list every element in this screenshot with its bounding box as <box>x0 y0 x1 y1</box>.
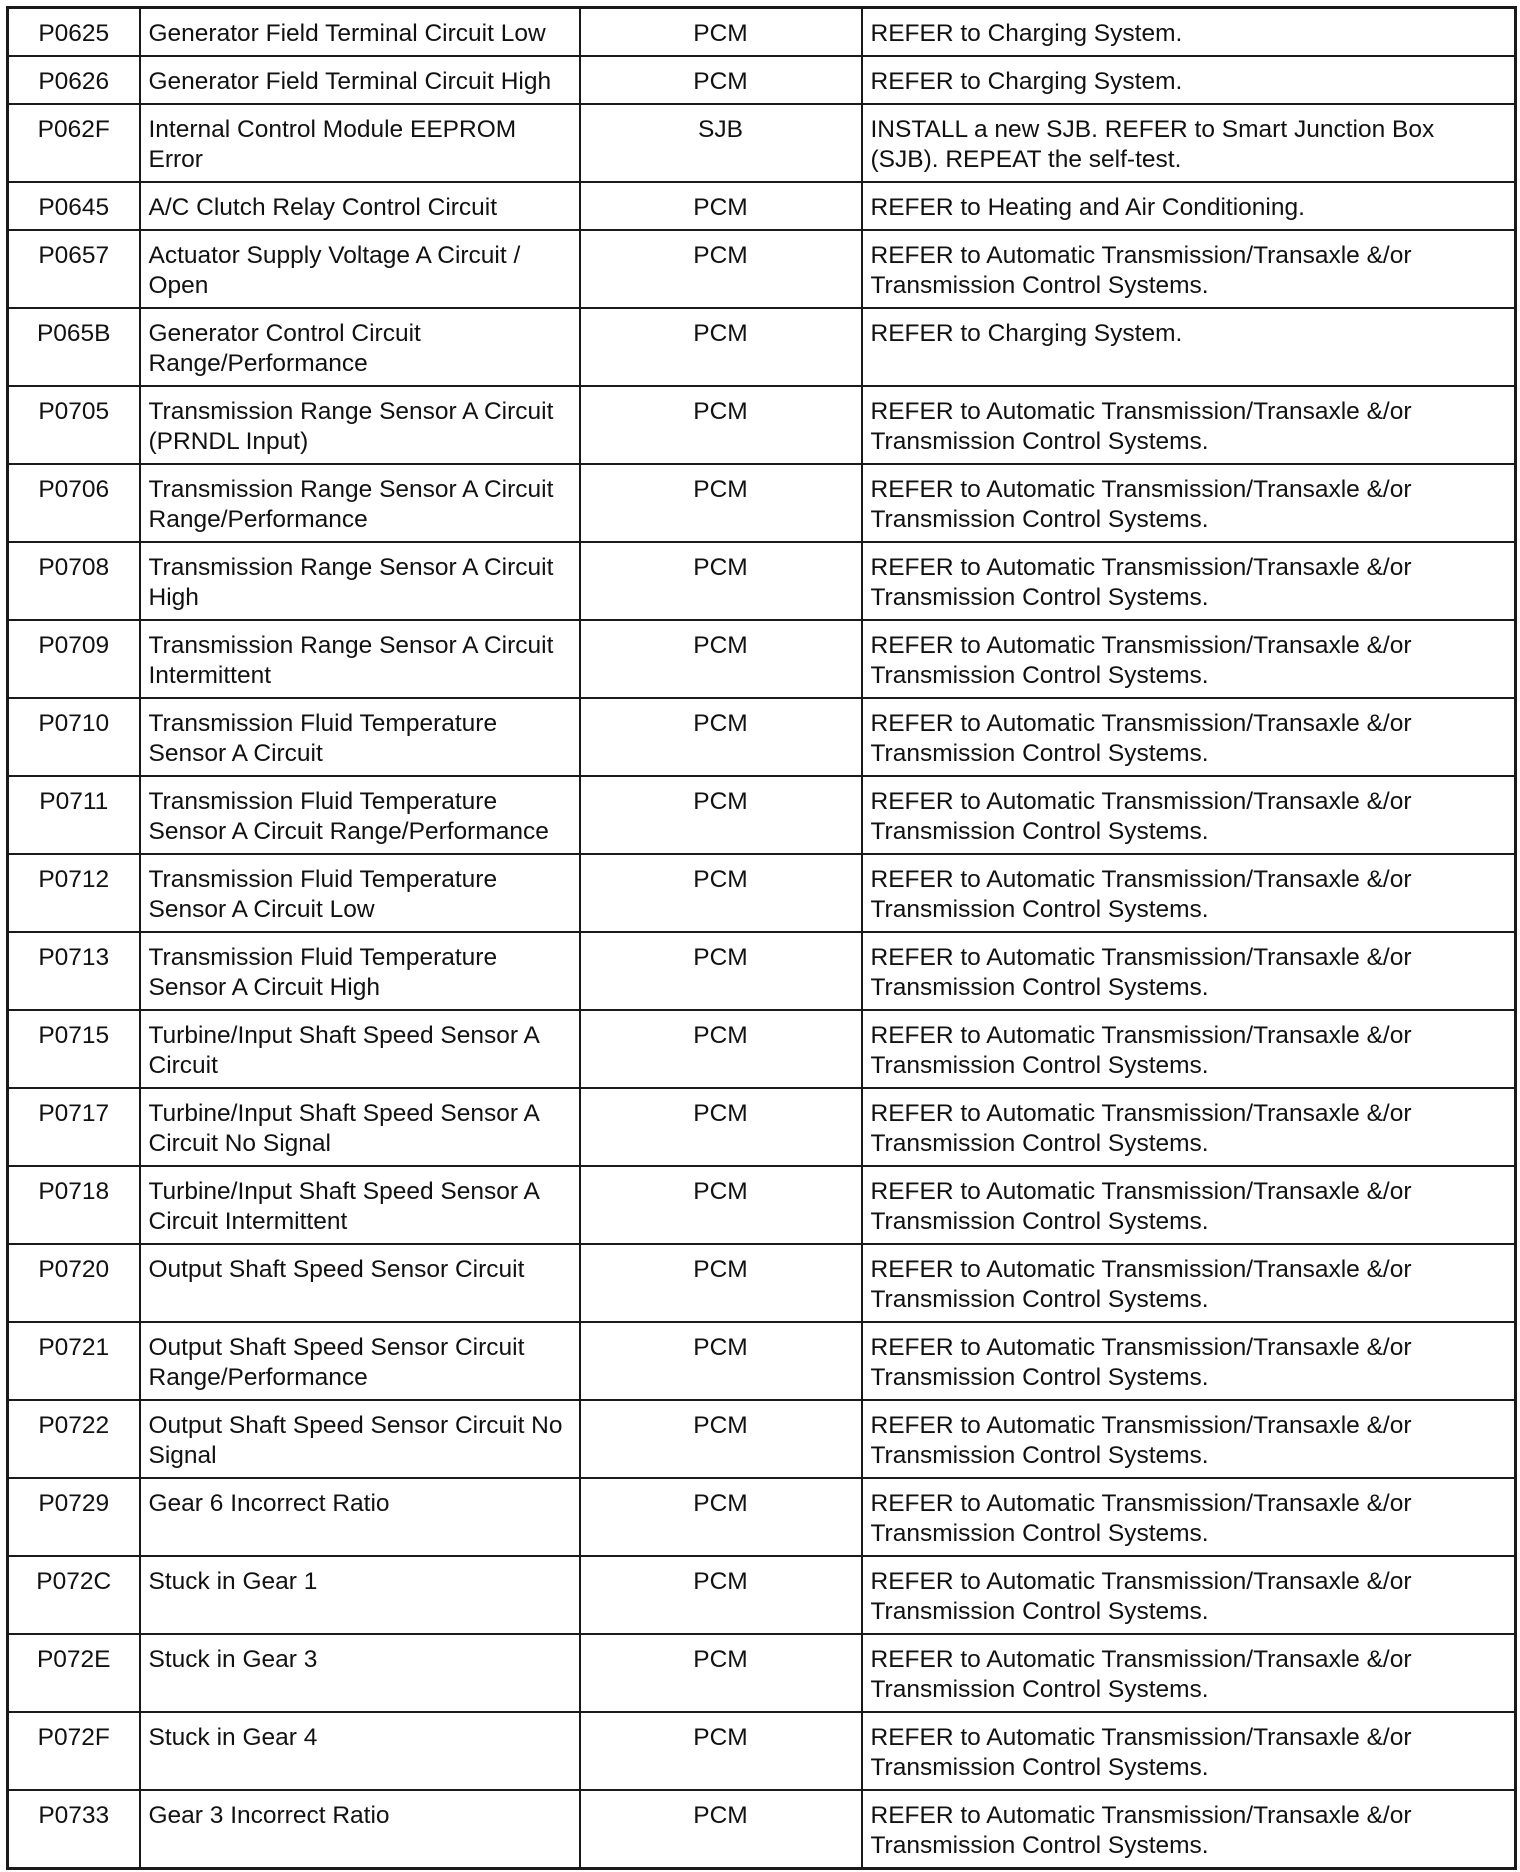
dtc-module: PCM <box>580 542 862 620</box>
table-row <box>8 698 1516 776</box>
document-page <box>6 6 1514 1870</box>
dtc-module: PCM <box>580 1166 862 1244</box>
dtc-code: P0715 <box>8 1010 140 1088</box>
dtc-code: P0718 <box>8 1166 140 1244</box>
table-row <box>8 620 1516 698</box>
dtc-description: Transmission Fluid Temperature Sensor A Circuit Range/Performance <box>140 776 580 854</box>
table-row <box>8 854 1516 932</box>
dtc-description: Transmission Fluid Temperature Sensor A Circuit Low <box>140 854 580 932</box>
dtc-module: PCM <box>580 230 862 308</box>
dtc-code: P0712 <box>8 854 140 932</box>
dtc-action: REFER to Automatic Transmission/Transaxle &/or Transmission Control Systems. <box>862 1010 1516 1088</box>
dtc-action: REFER to Automatic Transmission/Transaxle &/or Transmission Control Systems. <box>862 1556 1516 1634</box>
dtc-code: P0722 <box>8 1400 140 1478</box>
dtc-description: Turbine/Input Shaft Speed Sensor A Circuit No Signal <box>140 1088 580 1166</box>
dtc-module: PCM <box>580 1712 862 1790</box>
dtc-description: Transmission Fluid Temperature Sensor A Circuit <box>140 698 580 776</box>
dtc-module: PCM <box>580 464 862 542</box>
dtc-action: REFER to Automatic Transmission/Transaxle &/or Transmission Control Systems. <box>862 1790 1516 1869</box>
dtc-module: SJB <box>580 104 862 182</box>
dtc-code: P0729 <box>8 1478 140 1556</box>
dtc-action: REFER to Automatic Transmission/Transaxle &/or Transmission Control Systems. <box>862 1712 1516 1790</box>
table-row <box>8 542 1516 620</box>
dtc-code: P065B <box>8 308 140 386</box>
table-row <box>8 386 1516 464</box>
dtc-module: PCM <box>580 776 862 854</box>
dtc-action: REFER to Automatic Transmission/Transaxle &/or Transmission Control Systems. <box>862 932 1516 1010</box>
dtc-table-body <box>8 8 1516 1869</box>
dtc-code: P0645 <box>8 182 140 230</box>
table-row <box>8 464 1516 542</box>
dtc-action: REFER to Automatic Transmission/Transaxle &/or Transmission Control Systems. <box>862 1478 1516 1556</box>
dtc-description: Transmission Fluid Temperature Sensor A Circuit High <box>140 932 580 1010</box>
table-row <box>8 1556 1516 1634</box>
dtc-description: Transmission Range Sensor A Circuit Intermittent <box>140 620 580 698</box>
dtc-module: PCM <box>580 932 862 1010</box>
table-row <box>8 1712 1516 1790</box>
dtc-code: P0657 <box>8 230 140 308</box>
dtc-code: P0705 <box>8 386 140 464</box>
dtc-description: Output Shaft Speed Sensor Circuit No Signal <box>140 1400 580 1478</box>
dtc-code: P072F <box>8 1712 140 1790</box>
dtc-code: P072C <box>8 1556 140 1634</box>
dtc-module: PCM <box>580 698 862 776</box>
dtc-action: INSTALL a new SJB. REFER to Smart Junction Box (SJB). REPEAT the self-test. <box>862 104 1516 182</box>
dtc-module: PCM <box>580 1400 862 1478</box>
table-row <box>8 1790 1516 1869</box>
dtc-description: Gear 3 Incorrect Ratio <box>140 1790 580 1869</box>
dtc-action: REFER to Automatic Transmission/Transaxle &/or Transmission Control Systems. <box>862 776 1516 854</box>
table-row <box>8 1322 1516 1400</box>
dtc-description: Stuck in Gear 4 <box>140 1712 580 1790</box>
dtc-code: P0721 <box>8 1322 140 1400</box>
dtc-action: REFER to Automatic Transmission/Transaxle &/or Transmission Control Systems. <box>862 1244 1516 1322</box>
dtc-description: Turbine/Input Shaft Speed Sensor A Circuit Intermittent <box>140 1166 580 1244</box>
dtc-description: Output Shaft Speed Sensor Circuit Range/Performance <box>140 1322 580 1400</box>
dtc-action: REFER to Automatic Transmission/Transaxle &/or Transmission Control Systems. <box>862 1400 1516 1478</box>
dtc-action: REFER to Automatic Transmission/Transaxle &/or Transmission Control Systems. <box>862 386 1516 464</box>
dtc-description: Transmission Range Sensor A Circuit (PRNDL Input) <box>140 386 580 464</box>
table-row <box>8 1634 1516 1712</box>
table-row <box>8 308 1516 386</box>
table-row <box>8 1166 1516 1244</box>
dtc-module: PCM <box>580 1556 862 1634</box>
dtc-action: REFER to Automatic Transmission/Transaxle &/or Transmission Control Systems. <box>862 620 1516 698</box>
dtc-action: REFER to Automatic Transmission/Transaxle &/or Transmission Control Systems. <box>862 1634 1516 1712</box>
dtc-description: Actuator Supply Voltage A Circuit / Open <box>140 230 580 308</box>
dtc-description: Generator Control Circuit Range/Performance <box>140 308 580 386</box>
dtc-code: P0708 <box>8 542 140 620</box>
table-row <box>8 230 1516 308</box>
dtc-module: PCM <box>580 308 862 386</box>
dtc-module: PCM <box>580 1634 862 1712</box>
dtc-module: PCM <box>580 1478 862 1556</box>
dtc-module: PCM <box>580 182 862 230</box>
table-row <box>8 1478 1516 1556</box>
dtc-description: Transmission Range Sensor A Circuit High <box>140 542 580 620</box>
dtc-code: P0626 <box>8 56 140 104</box>
dtc-action: REFER to Heating and Air Conditioning. <box>862 182 1516 230</box>
table-row <box>8 1010 1516 1088</box>
dtc-action: REFER to Automatic Transmission/Transaxle &/or Transmission Control Systems. <box>862 230 1516 308</box>
dtc-action: REFER to Automatic Transmission/Transaxle &/or Transmission Control Systems. <box>862 854 1516 932</box>
dtc-module: PCM <box>580 8 862 57</box>
dtc-code: P0710 <box>8 698 140 776</box>
dtc-action: REFER to Automatic Transmission/Transaxle &/or Transmission Control Systems. <box>862 1088 1516 1166</box>
dtc-description: Output Shaft Speed Sensor Circuit <box>140 1244 580 1322</box>
table-row <box>8 932 1516 1010</box>
dtc-description: Stuck in Gear 3 <box>140 1634 580 1712</box>
dtc-module: PCM <box>580 386 862 464</box>
dtc-code: P0711 <box>8 776 140 854</box>
dtc-code: P062F <box>8 104 140 182</box>
dtc-description: A/C Clutch Relay Control Circuit <box>140 182 580 230</box>
table-row <box>8 1400 1516 1478</box>
dtc-description: Turbine/Input Shaft Speed Sensor A Circuit <box>140 1010 580 1088</box>
dtc-action: REFER to Charging System. <box>862 308 1516 386</box>
table-row <box>8 182 1516 230</box>
dtc-code: P0706 <box>8 464 140 542</box>
table-row <box>8 56 1516 104</box>
dtc-action: REFER to Automatic Transmission/Transaxle &/or Transmission Control Systems. <box>862 698 1516 776</box>
table-row <box>8 1088 1516 1166</box>
dtc-module: PCM <box>580 1088 862 1166</box>
table-row <box>8 8 1516 57</box>
table-row <box>8 104 1516 182</box>
dtc-code: P0625 <box>8 8 140 57</box>
dtc-code: P0717 <box>8 1088 140 1166</box>
dtc-code: P0720 <box>8 1244 140 1322</box>
dtc-code: P0733 <box>8 1790 140 1869</box>
dtc-description: Transmission Range Sensor A Circuit Range/Performance <box>140 464 580 542</box>
dtc-action: REFER to Automatic Transmission/Transaxle &/or Transmission Control Systems. <box>862 464 1516 542</box>
table-row <box>8 776 1516 854</box>
dtc-module: PCM <box>580 1244 862 1322</box>
dtc-module: PCM <box>580 1790 862 1869</box>
dtc-action: REFER to Charging System. <box>862 8 1516 57</box>
dtc-description: Stuck in Gear 1 <box>140 1556 580 1634</box>
dtc-description: Generator Field Terminal Circuit Low <box>140 8 580 57</box>
dtc-module: PCM <box>580 1322 862 1400</box>
table-row <box>8 1244 1516 1322</box>
dtc-description: Gear 6 Incorrect Ratio <box>140 1478 580 1556</box>
dtc-action: REFER to Automatic Transmission/Transaxle &/or Transmission Control Systems. <box>862 1166 1516 1244</box>
dtc-code: P0709 <box>8 620 140 698</box>
dtc-module: PCM <box>580 620 862 698</box>
dtc-code: P072E <box>8 1634 140 1712</box>
dtc-module: PCM <box>580 854 862 932</box>
dtc-description: Internal Control Module EEPROM Error <box>140 104 580 182</box>
dtc-module: PCM <box>580 1010 862 1088</box>
dtc-action: REFER to Charging System. <box>862 56 1516 104</box>
dtc-action: REFER to Automatic Transmission/Transaxle &/or Transmission Control Systems. <box>862 542 1516 620</box>
dtc-table <box>6 6 1517 1870</box>
dtc-code: P0713 <box>8 932 140 1010</box>
dtc-action: REFER to Automatic Transmission/Transaxle &/or Transmission Control Systems. <box>862 1322 1516 1400</box>
dtc-module: PCM <box>580 56 862 104</box>
dtc-description: Generator Field Terminal Circuit High <box>140 56 580 104</box>
